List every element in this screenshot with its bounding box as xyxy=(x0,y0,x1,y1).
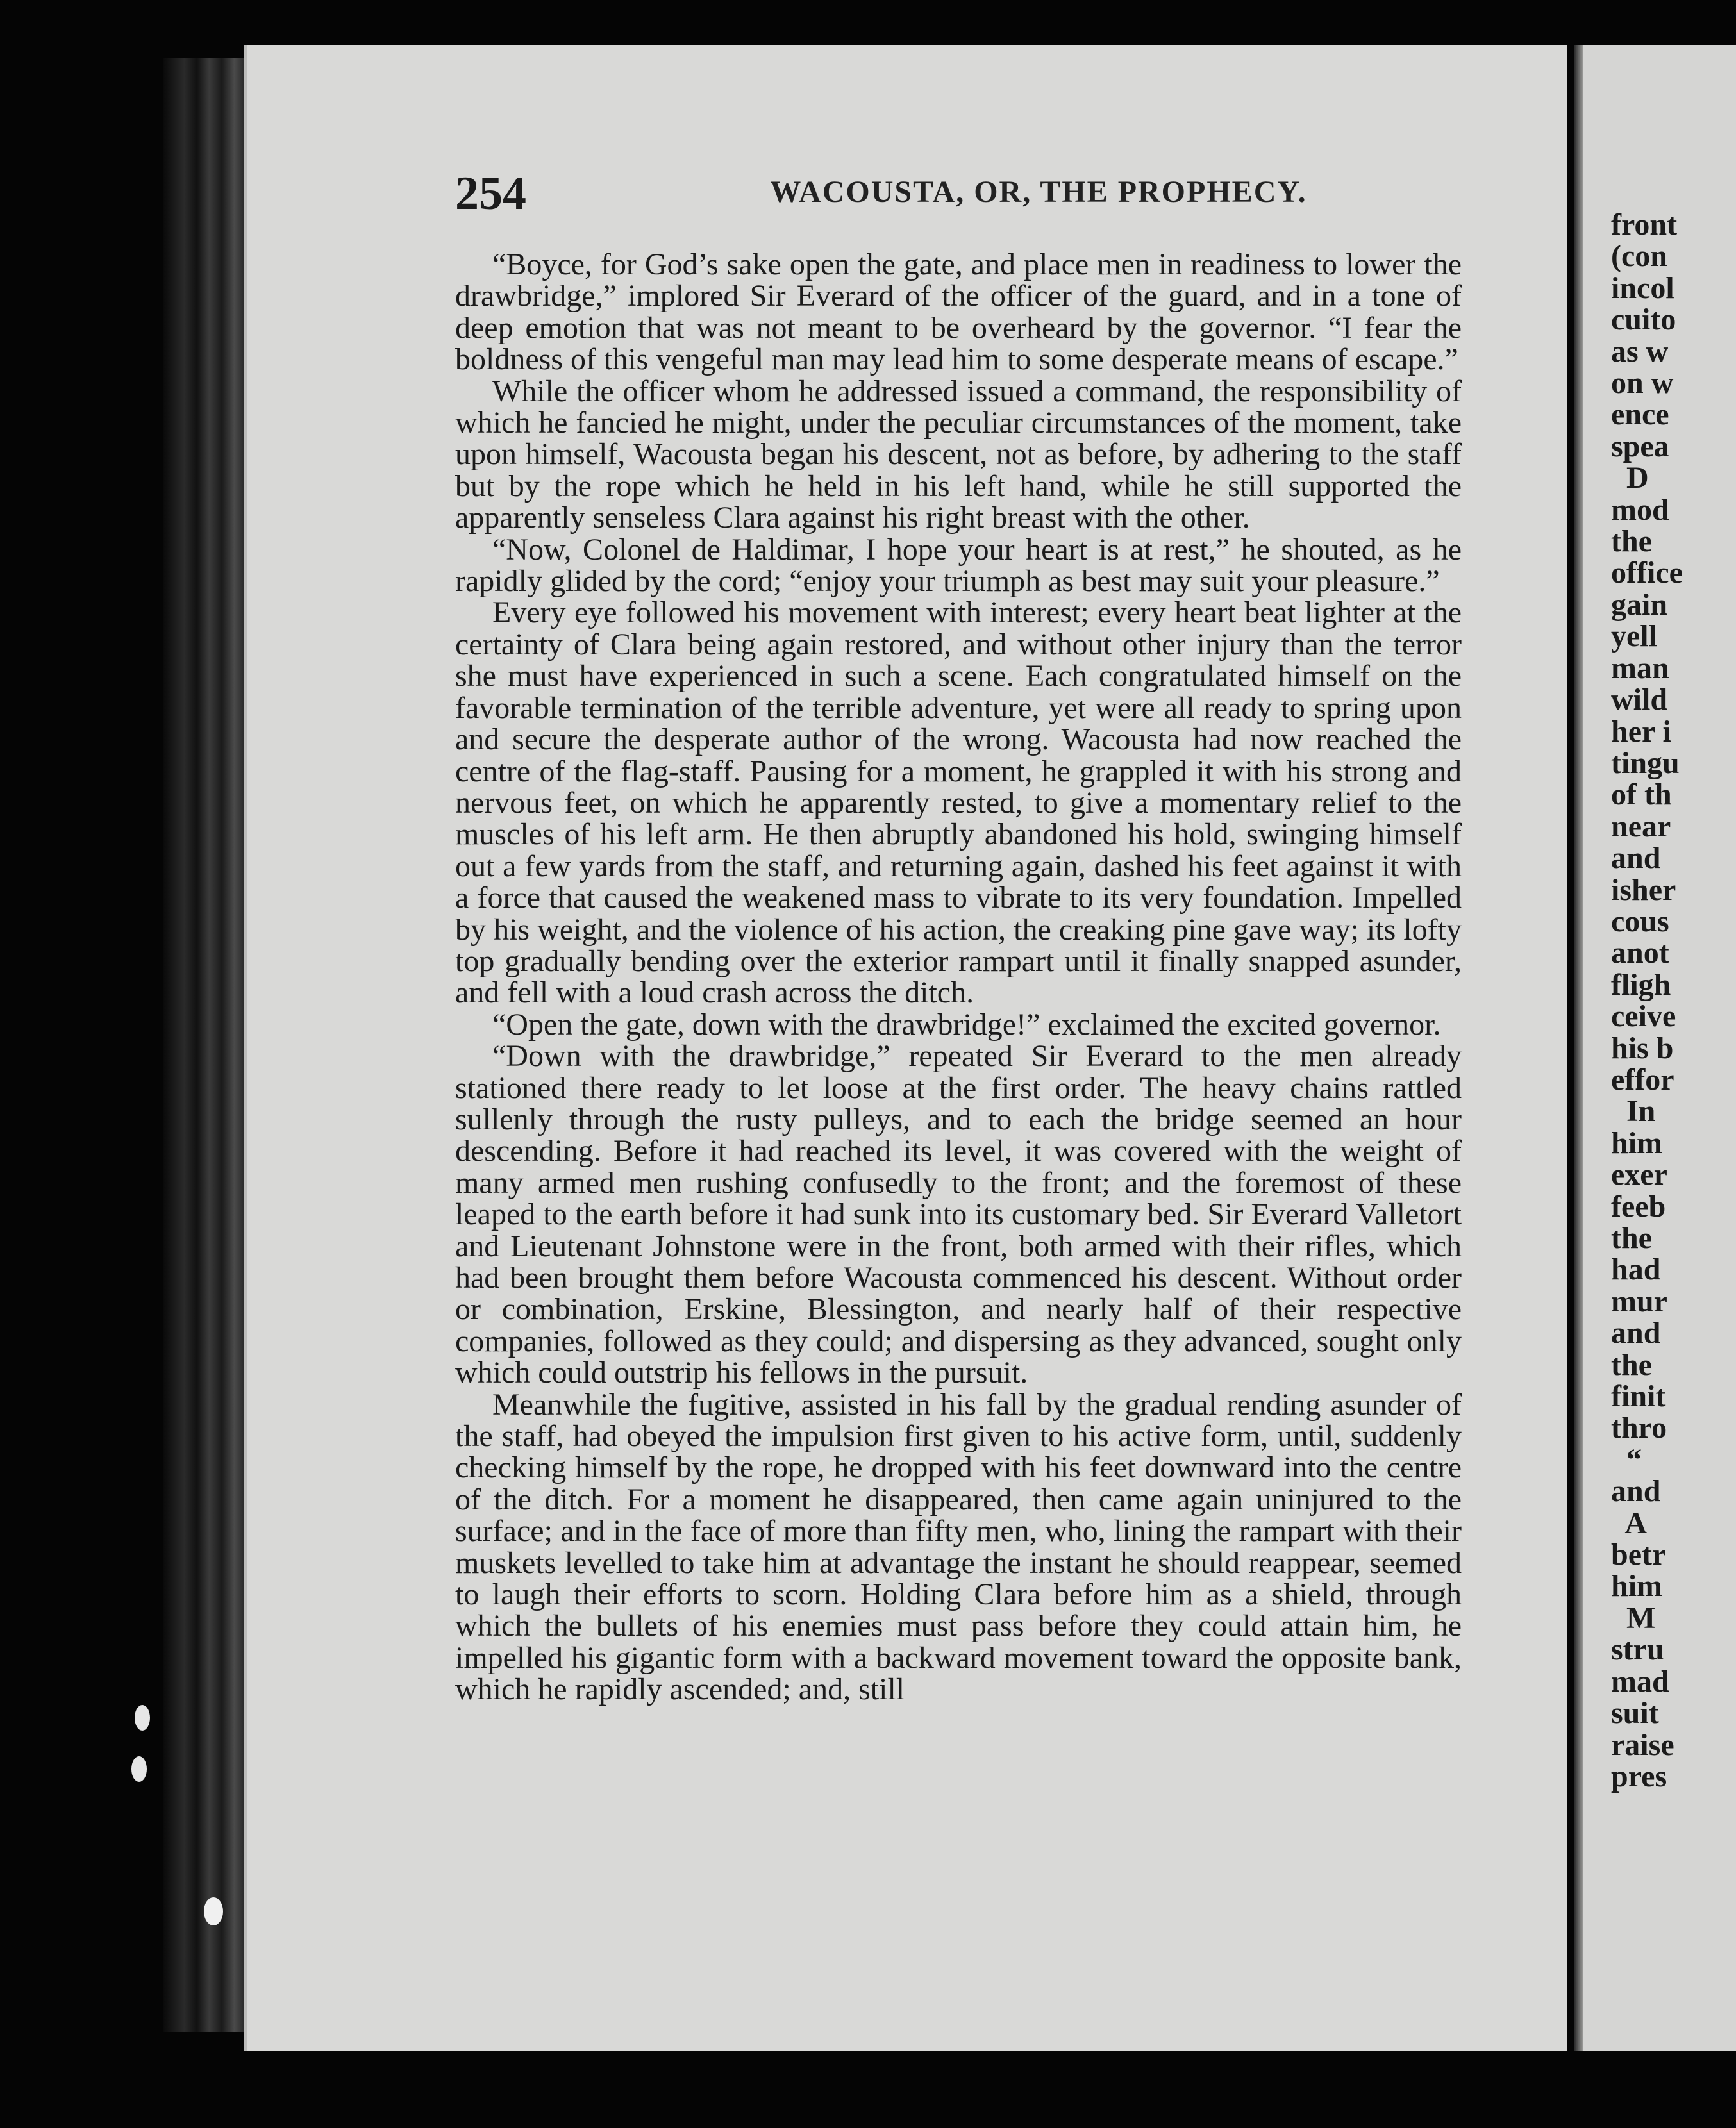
paragraph: “Down with the drawbridge,” repeated Sir Everard to the men already stationed there ready to let loose at the first order. The heavy chains rattled sullenly through the rusty pulleys, and to each the bridge seemed an hour descending. Before it had reached its level, it was covered with the weight of many armed men rushing confusedly to the front; and the foremost of these leaped to the earth before it had sunk into its customary bed. Sir Everard Valletort and Lieutenant Johnstone were in the front, both armed with their rifles, which had been brought them before Wacousta commenced his descent. Without order or combination, Erskine, Blessington, and nearly half of their respective companies, followed as they could; and dispersing as they advanced, sought only which could outstrip his fellows in the pursuit. xyxy=(455,1039,1462,1390)
edge-mark xyxy=(204,1897,223,1925)
paragraph: While the officer whom he addressed issued a command, the responsibility of which he fancied he might, under the peculiar circumstances of the moment, take upon himself, Wacousta began his descent, not as before, by adhering to the staff but by the rope which he held in his left hand, while he still supported the apparently senseless Clara against his right breast with the other. xyxy=(455,374,1462,535)
adjacent-page xyxy=(1574,45,1736,2051)
paragraph: “Open the gate, down with the drawbridge!” exclaimed the excited governor. xyxy=(492,1007,1441,1042)
book-page xyxy=(244,45,1567,2051)
edge-mark xyxy=(131,1756,147,1782)
paragraph: “Now, Colonel de Haldimar, I hope your heart is at rest,” he shouted, as he rapidly glided by the cord; “enjoy your triumph as best may suit your pleasure.” xyxy=(455,532,1462,599)
paragraph: Meanwhile the fugitive, assisted in his fall by the gradual rending asunder of the staff, had obeyed the impulsion first given to his active form, until, suddenly checking himself by the rope, he dropped with his feet downward into the centre of the ditch. For a moment he disappeared, then came again uninjured to the surface; and in the face of more than fifty men, who, lining the rampart with their muskets levelled to take him at advantage the instant he should reappear, seemed to laugh their efforts to scorn. Holding Clara before him as a shield, through which the bullets of his enemies must pass before they could attain him, he impelled his gigantic form with a backward movement toward the opposite bank, which he rapidly ascended; and, still xyxy=(455,1387,1462,1707)
page-body xyxy=(455,249,1462,1706)
page-gutter xyxy=(1574,45,1583,2051)
paragraph: Every eye followed his movement with interest; every heart beat lighter at the certainty of Clara being again restored, and without other injury than the terror she must have experienced in such a scene. Each congratulated himself on the favorable termination of the terrible adventure, yet were all ready to spring upon and secure the desperate author of the wrong. Wacousta had now reached the centre of the flag-staff. Pausing for a moment, he grappled it with his strong and nervous feet, on which he apparently rested, to give a momentary relief to the muscles of his left arm. He then abruptly abandoned his hold, swinging himself out a few yards from the staff, and returning again, dashed his feet against it with a force that caused the weakened mass to vibrate to its very foundation. Impelled by his weight, and the violence of his action, the creaking pine gave way; its lofty top gradually bending over the exterior rampart until it finally snapped asunder, and fell with a loud crash across the ditch. xyxy=(455,595,1462,1010)
page-number: 254 xyxy=(455,167,526,220)
running-title: WACOUSTA, OR, THE PROPHECY. xyxy=(770,175,1307,209)
book-spine xyxy=(163,58,247,2032)
edge-mark xyxy=(135,1705,150,1731)
page-header xyxy=(455,160,1462,231)
adjacent-page-text: front (con incol cuito as w on w ence spea D mod the office gain yell man wild her i tingu of th near and isher cous anot fligh ceive his b effor In him exer feeb the had mur and the finit thro “ and A betr him M stru mad suit raise pres xyxy=(1611,208,1683,1793)
paragraph: “Boyce, for God’s sake open the gate, and place men in readiness to lower the drawbridge,” implored Sir Everard of the officer of the guard, and in a tone of deep emotion that was not meant to be overheard by the governor. “I fear the boldness of this vengeful man may lead him to some desperate means of escape.” xyxy=(455,247,1462,377)
